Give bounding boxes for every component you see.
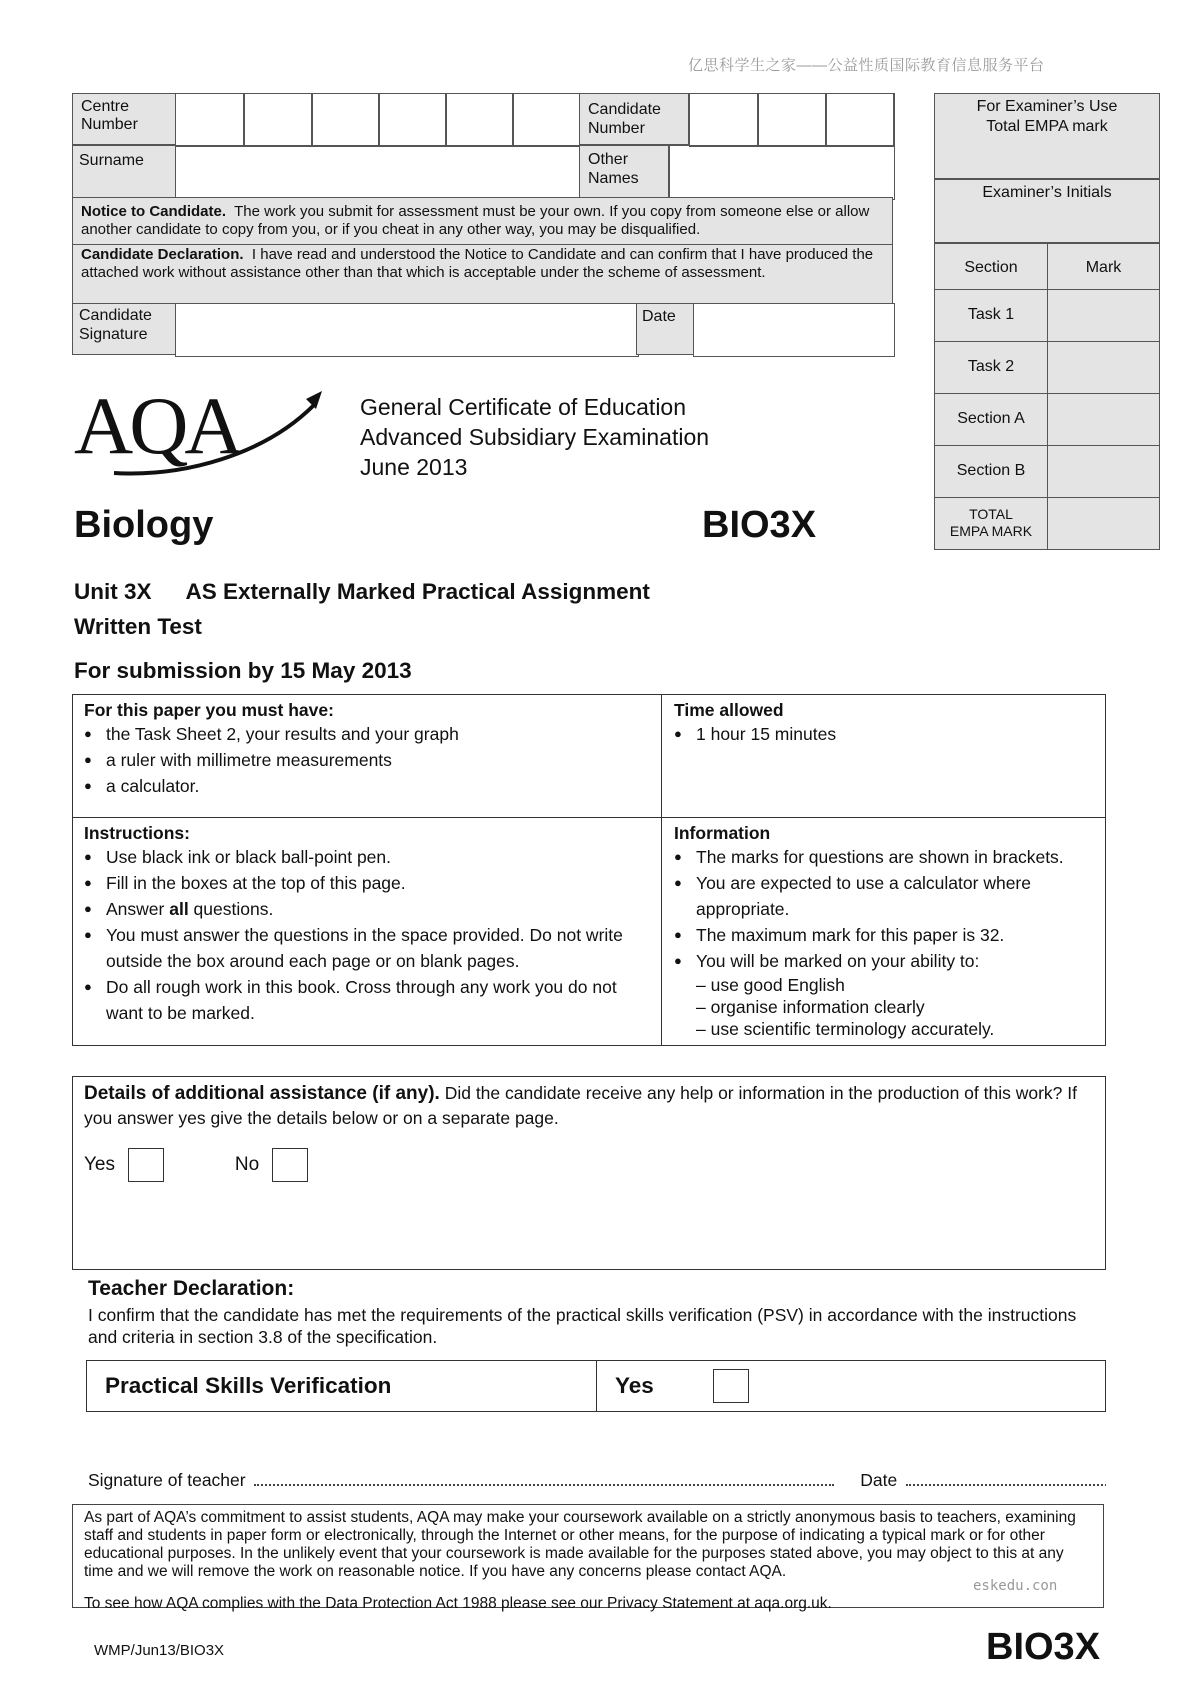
teacher-date-label: Date [860,1470,898,1490]
time-allowed-item: ● 1 hour 15 minutes [674,721,1094,747]
must-have-item: ● a ruler with millimetre measurements [84,747,654,773]
teacher-declaration-text: I confirm that the candidate has met the requirements of the practical skills verification (PSV) in accordance with the instructions and criteria in section 3.8 of the specification. [88,1305,1077,1347]
paper-info-box [72,694,1106,1046]
examiner-total-header: For Examiner’s Use Total EMPA mark [934,93,1160,179]
row-total-empa: TOTAL EMPA MARK [934,497,1048,550]
centre-number-digit-2[interactable] [243,93,313,147]
assistance-title: Details of additional assistance (if any). [84,1083,440,1104]
row-section-b: Section B [934,445,1048,498]
centre-number-digit-4[interactable] [378,93,447,147]
instruction-item: ● You must answer the questions in the space provided. Do not write outside the box around each page or on blank pages. [84,922,654,974]
other-names-label: Other Names [579,145,669,198]
information-item: ● The marks for questions are shown in brackets. [674,844,1099,870]
candidate-number-digit-1[interactable] [689,93,759,147]
mark-total-empa[interactable] [1047,497,1160,550]
candidate-signature-label: Candidate Signature [72,303,176,355]
row-task-1: Task 1 [934,289,1048,342]
candidate-declaration: Candidate Declaration. I have read and understood the Notice to Candidate and can confirm that I have produced the attached work without assistance other than that which is acceptable under the scheme of assessment. [72,244,893,304]
date-label: Date [636,303,694,355]
examiner-initials: Examiner’s Initials [934,179,1160,243]
must-have-section: For this paper you must have: ● the Task Sheet 2, your results and your graph ● a ruler with millimetre measurements ● a calculator. [84,699,654,799]
psv-yes-label: Yes [615,1373,654,1398]
date-field[interactable] [693,303,895,357]
teacher-signature-line[interactable] [88,1470,1106,1491]
instruction-item: ● Fill in the boxes at the top of this page. [84,870,654,896]
unit-line: Unit 3X AS Externally Marked Practical Assignment [74,579,650,604]
privacy-notice-box [72,1504,1104,1612]
centre-number-digit-3[interactable] [311,93,380,147]
paper-code: BIO3X [702,504,817,546]
submission-date: For submission by 15 May 2013 [74,658,412,683]
privacy-notice-text: As part of AQA’s commitment to assist students, AQA may make your coursework available on a strictly anonymous basis to teachers, examining staff and students in paper form or electronically, through the Internet or other means, for the purpose of indicating a typical mark or for other educational purposes. In the unlikely event that your coursework is made available for the purposes stated above, you may object to this at any time and we will remove the work on reasonable notice. If you have any concerns please contact AQA. [84,1509,1076,1580]
information-item: ● The maximum mark for this paper is 32. [674,922,1099,948]
mark-task-1[interactable] [1047,289,1160,342]
section-header: Section [934,243,1048,290]
centre-number-digit-1[interactable] [175,93,245,147]
notice-to-candidate: Notice to Candidate. The work you submit for assessment must be your own. If you copy from someone else or allow another candidate to copy from you, or if you cheat in any other way, you may be disqualified. [72,197,893,245]
mark-header: Mark [1047,243,1160,290]
aqa-logo: AQA [74,385,324,485]
teacher-declaration-title: Teacher Declaration: [88,1277,295,1300]
centre-number-digit-5[interactable] [445,93,514,147]
information-item: ● You will be marked on your ability to: [674,948,1099,974]
must-have-item: ● the Task Sheet 2, your results and your graph [84,721,654,747]
time-allowed-section: Time allowed ● 1 hour 15 minutes [674,699,1094,747]
surname-label: Surname [72,145,176,198]
other-names-field[interactable] [669,145,895,200]
row-task-2: Task 2 [934,341,1048,394]
instruction-item: ● Answer all questions. [84,896,654,922]
teacher-signature-label: Signature of teacher [88,1470,246,1490]
assistance-no-checkbox[interactable] [272,1148,308,1182]
candidate-signature-field[interactable] [175,303,639,357]
assistance-yes-checkbox[interactable] [128,1148,164,1182]
psv-box [86,1360,1106,1412]
mark-task-2[interactable] [1047,341,1160,394]
instructions-section: Instructions: ● Use black ink or black ball-point pen. ● Fill in the boxes at the top of this page. ● Answer all questions. ● You must answer the questions in the space provided. Do not write outside the box around each page or on blank pages. ● Do all rough work in this book. Cross through any work you do not want to be marked. [84,822,654,1026]
assistance-text: Did the candidate receive any help or information in the production of this work? If you answer yes give the details below or on a separate page. [84,1083,1078,1128]
information-section: Information ● The marks for questions are shown in brackets. ● You are expected to use a calculator where appropriate. ● The maximum mark for this paper is 32. ● You will be marked on your ability to: – use good English – organise information clearly – use scientific terminology accurately. [674,822,1099,1040]
qualification-line: General Certificate of Education [360,394,687,420]
information-subitem: – use good English [696,975,845,995]
examiner-use-box [934,93,1162,553]
information-subitem: – organise information clearly [696,997,925,1017]
information-subitem: – use scientific terminology accurately. [696,1019,995,1039]
privacy-statement-text: To see how AQA complies with the Data Protection Act 1988 please see our Privacy Statement at aqa.org.uk. [84,1595,832,1612]
information-item: ● You are expected to use a calculator where appropriate. [674,870,1099,922]
mark-section-a[interactable] [1047,393,1160,446]
candidate-number-digit-2[interactable] [757,93,827,147]
instruction-item: ● Do all rough work in this book. Cross through any work you do not want to be marked. [84,974,654,1026]
additional-assistance-box [72,1076,1106,1270]
exam-type-line: Advanced Subsidiary Examination [360,424,710,450]
centre-number-label: Centre Number [72,93,176,145]
footer-watermark: eskedu.con [973,1578,1058,1594]
mark-section-b[interactable] [1047,445,1160,498]
written-test: Written Test [74,614,202,639]
candidate-number-label: Candidate Number [579,93,689,145]
row-section-a: Section A [934,393,1048,446]
instruction-item: ● Use black ink or black ball-point pen. [84,844,654,870]
candidate-number-digit-4[interactable] [893,93,894,147]
logo-swoosh-icon [74,385,324,485]
candidate-details-box [72,93,895,361]
top-watermark: 亿思科学生之家——公益性质国际教育信息服务平台 [688,57,1045,74]
subject-title: Biology [74,504,214,546]
centre-number-digit-6[interactable] [512,93,581,147]
psv-label: Practical Skills Verification [105,1373,392,1398]
footer-reference: WMP/Jun13/BIO3X [94,1642,225,1659]
candidate-number-digit-3[interactable] [825,93,895,147]
exam-header-lines [360,392,709,482]
surname-field[interactable] [175,145,581,200]
psv-yes-checkbox[interactable] [713,1369,749,1403]
footer-paper-code: BIO3X [986,1626,1101,1668]
assistance-yes-label: Yes [84,1154,115,1176]
assistance-no-label: No [234,1154,260,1176]
exam-session-line: June 2013 [360,454,468,480]
must-have-item: ● a calculator. [84,773,654,799]
